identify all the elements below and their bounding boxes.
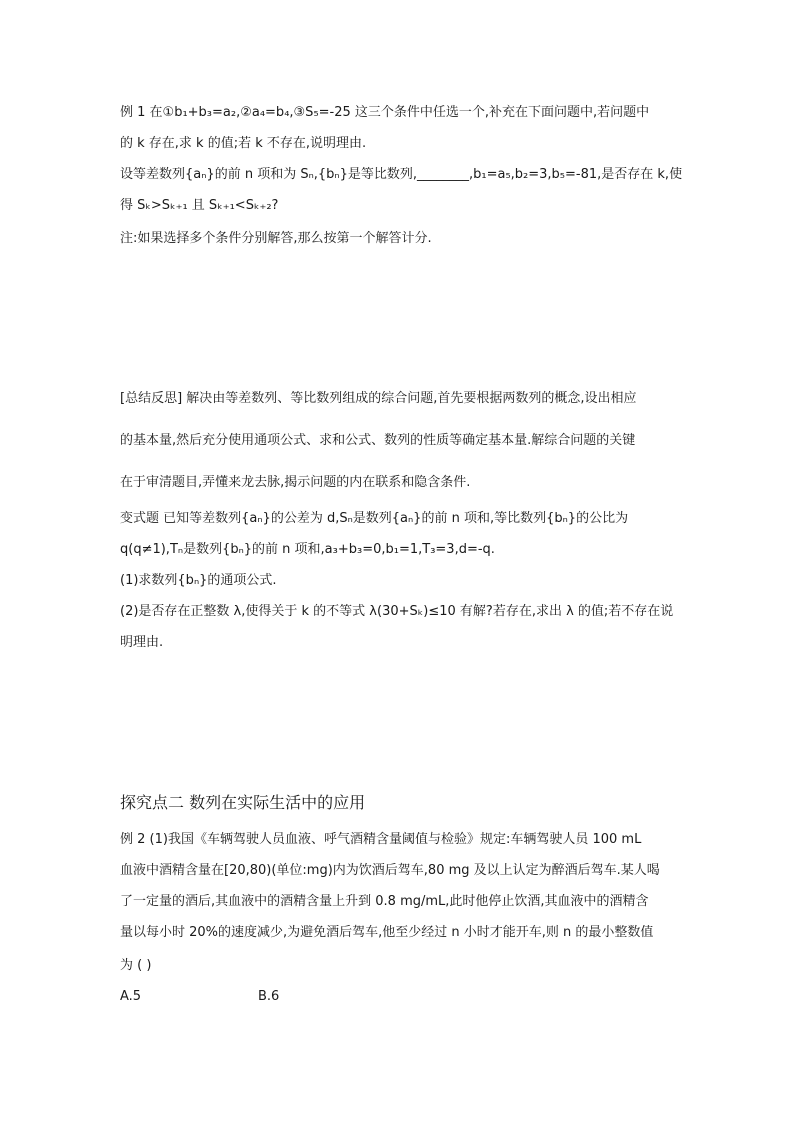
variant-question-1: (1)求数列{bₙ}的通项公式. xyxy=(120,573,277,588)
example1-line-2: 的 k 存在,求 k 的值;若 k 不存在,说明理由. xyxy=(120,136,367,151)
option-a: A.5 xyxy=(120,989,142,1004)
example1-line-1: 例 1 在①b₁+b₃=a₂,②a₄=b₄,③S₅=-25 这三个条件中任选一个,补充在下面问题中,若问题中 xyxy=(120,105,650,120)
variant-line-2: q(q≠1),Tₙ是数列{bₙ}的前 n 项和,a₃+b₃=0,b₁=1,T₃=3,d=-q. xyxy=(120,542,495,557)
example2-line-3: 了一定量的酒后,其血液中的酒精含量上升到 0.8 mg/mL,此时他停止饮酒,其血液中的酒精含 xyxy=(120,894,649,909)
example2-line-5: 为 ( ) xyxy=(120,958,152,973)
example2-line-4: 量以每小时 20%的速度减少,为避免酒后驾车,他至少经过 n 小时才能开车,则 n 的最小整数值 xyxy=(120,925,654,940)
variant-question-2-line-1: (2)是否存在正整数 λ,使得关于 k 的不等式 λ(30+Sₖ)≤10 有解?若存在,求出 λ 的值;若不存在说 xyxy=(120,604,674,619)
example2-line-2: 血液中酒精含量在[20,80)(单位:mg)内为饮酒后驾车,80 mg 及以上认定为醉酒后驾车.某人喝 xyxy=(120,863,660,878)
example1-line-4: 得 Sₖ>Sₖ₊₁ 且 Sₖ₊₁<Sₖ₊₂? xyxy=(120,198,279,213)
variant-line-1: 变式题 已知等差数列{aₙ}的公差为 d,Sₙ是数列{aₙ}的前 n 项和,等比数列{bₙ}的公比为 xyxy=(120,511,629,526)
summary-line-3: 在于审清题目,弄懂来龙去脉,揭示问题的内在联系和隐含条件. xyxy=(120,475,471,490)
summary-line-2: 的基本量,然后充分使用通项公式、求和公式、数列的性质等确定基本量.解综合问题的关键 xyxy=(120,433,636,448)
section-heading: 探究点二 数列在实际生活中的应用 xyxy=(120,793,366,812)
variant-question-2-line-2: 明理由. xyxy=(120,635,164,650)
example2-line-1: 例 2 (1)我国《车辆驾驶人员血液、呼气酒精含量阈值与检验》规定:车辆驾驶人员 100 mL xyxy=(120,832,642,847)
option-b: B.6 xyxy=(258,989,280,1004)
example1-note: 注:如果选择多个条件分别解答,那么按第一个解答计分. xyxy=(120,231,432,246)
example1-line-3: 设等差数列{aₙ}的前 n 项和为 Sₙ,{bₙ}是等比数列,________,b₁=a₅,b₂=3,b₅=-81,是否存在 k,使 xyxy=(120,167,683,182)
summary-line-1: [总结反思] 解决由等差数列、等比数列组成的综合问题,首先要根据两数列的概念,设出相应 xyxy=(120,391,637,406)
